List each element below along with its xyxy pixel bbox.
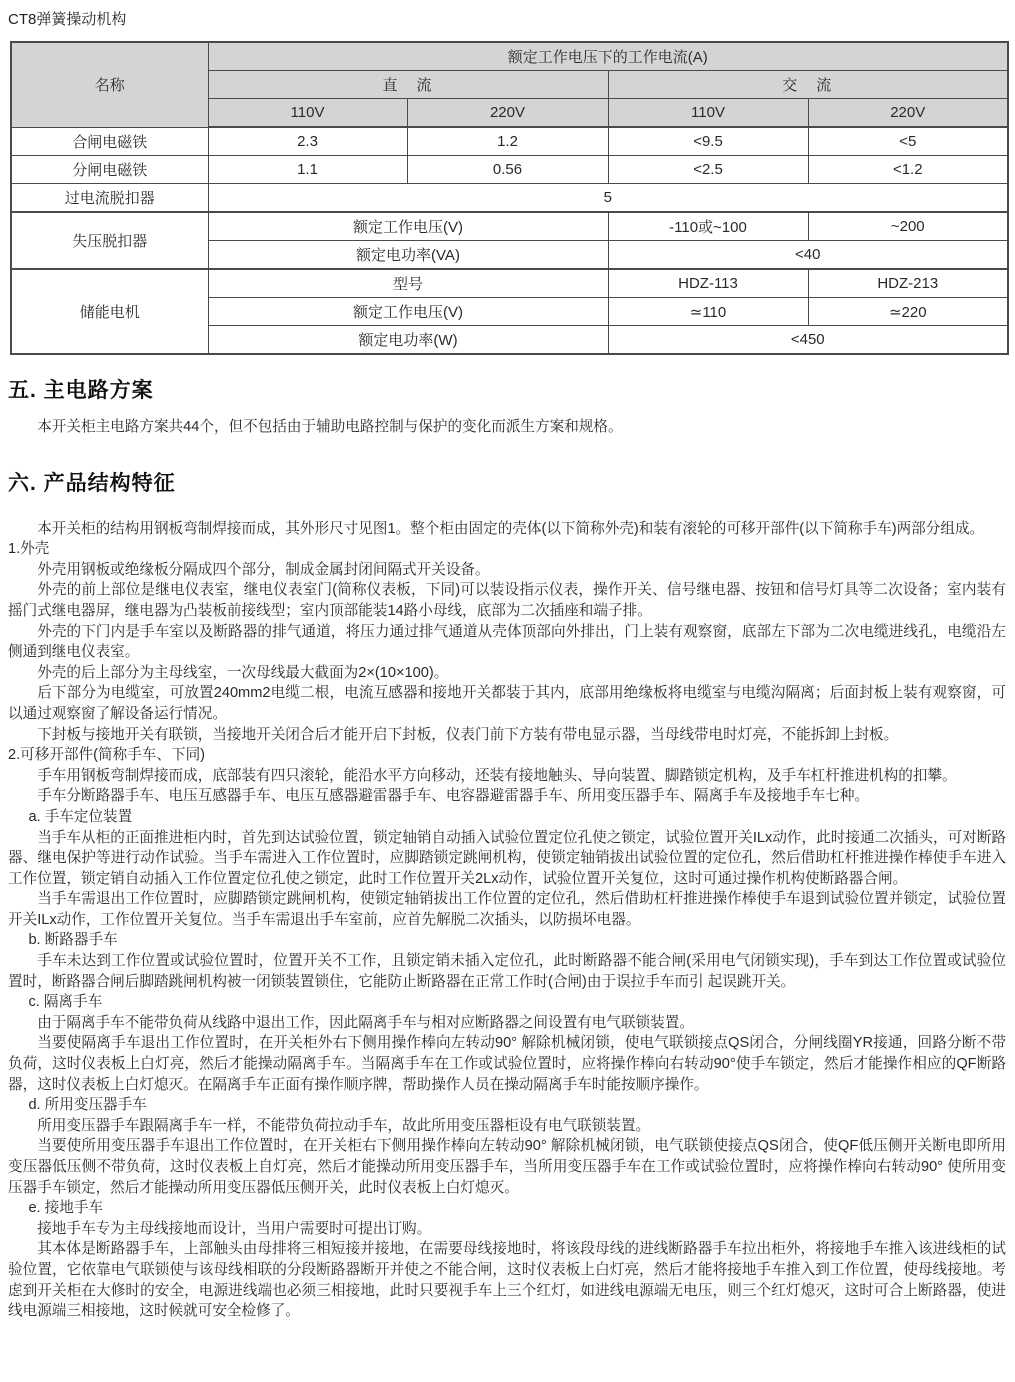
param-label: 额定电功率(VA) bbox=[208, 241, 608, 270]
cell-value: ~200 bbox=[808, 212, 1008, 241]
paragraph: 接地手车专为主母线接地而设计，当用户需要时可提出订购。 bbox=[37, 1220, 432, 1237]
dc-110v-header: 110V bbox=[208, 99, 407, 128]
dc-220v-header: 220V bbox=[407, 99, 608, 128]
ac-110v-header: 110V bbox=[608, 99, 808, 128]
cell-value: HDZ-113 bbox=[608, 269, 808, 298]
paragraph: 下封板与接地开关有联锁，当接地开关闭合后才能开启下封板，仪表门前下方装有带电显示器，当母线带电时灯亮，不能拆卸上封板。 bbox=[37, 726, 899, 743]
cell-value: <2.5 bbox=[608, 156, 808, 184]
paragraph: 本开关柜主电路方案共44个，但不包括由于辅助电路控制与保护的变化而派生方案和规格。 bbox=[37, 419, 623, 435]
table-row bbox=[11, 212, 1008, 241]
param-label: 额定工作电压(V) bbox=[208, 212, 608, 241]
cell-value: 1.1 bbox=[208, 156, 407, 184]
param-label: 额定工作电压(V) bbox=[208, 298, 608, 326]
cell-value: 0.56 bbox=[407, 156, 608, 184]
section-5-heading: 五. 主电路方案 bbox=[8, 379, 154, 402]
spec-table bbox=[10, 41, 1009, 355]
cell-value: 5 bbox=[208, 184, 1008, 213]
paragraph: 所用变压器手车跟隔离手车一样，不能带负荷拉动手车，故此所用变压器柜设有电气联锁装置。 bbox=[37, 1117, 651, 1134]
cell-value: <9.5 bbox=[608, 127, 808, 156]
cell-value: ≃220 bbox=[808, 298, 1008, 326]
paragraph: 2.可移开部件(简称手车、下同) bbox=[8, 747, 206, 764]
paragraph: 本开关柜的结构用钢板弯制焊接而成，其外形尺寸见图1。整个柜由固定的壳体(以下简称外壳)和装有滚轮的可移开部件(以下简称手车)两部分组成。 bbox=[37, 520, 985, 537]
table-row bbox=[11, 127, 1008, 156]
cell-value: 2.3 bbox=[208, 127, 407, 156]
paragraph: 手车用钢板弯制焊接而成，底部装有四只滚轮，能沿水平方向移动，还装有接地触头、导向装置、脚踏锁定机构，及手车杠杆推进机构的扣攀。 bbox=[37, 767, 957, 784]
section-5-body bbox=[8, 417, 1006, 438]
cell-value: -110或~100 bbox=[608, 212, 808, 241]
row-label: 储能电机 bbox=[11, 269, 208, 354]
ac-220v-header: 220V bbox=[808, 99, 1008, 128]
paragraph: 手车未达到工作位置或试验位置时，位置开关不工作，且锁定销未插入定位孔，此时断路器不能合闸(采用电气闭锁实现)，手车到达工作位置或试验位置时，断路器合闸后脚踏跳闸机构被一闭锁装置锁住，它能防止断路器在正常工作时(合闸)由于误拉手车而引 起误跳开关。 bbox=[8, 953, 1006, 990]
header-row-top bbox=[11, 42, 1008, 71]
table-row bbox=[11, 184, 1008, 213]
row-label: 合闸电磁铁 bbox=[11, 127, 208, 156]
dc-group-header: 直 流 bbox=[208, 71, 608, 99]
paragraph: 由于隔离手车不能带负荷从线路中退出工作，因此隔离手车与相对应断路器之间设置有电气联锁装置。 bbox=[37, 1014, 694, 1031]
paragraph: 其本体是断路器手车，上部触头由母排将三相短接并接地，在需要母线接地时，将该段母线的进线断路器手车拉出柜外，将接地手车推入该进线柜的试验位置，它依靠电气联锁使与该母线相联的分段断路器断开并使之不能合闸，这时仪表板上白灯亮，然后才能将接地手车推入到工作位置，使母线接地。考虑到开关柜在大修时的安全，电源进线端也必须三相接地，此时只要视手车上三个红灯，如进线电源端无电压，则三个红灯熄灭，这时可合上断路器，使进线电源端三相接地，这时候就可安全检修了。 bbox=[8, 1241, 1006, 1320]
paragraph: 当手车需退出工作位置时，应脚踏锁定跳闸机构，使锁定轴销拔出工作位置的定位孔，然后借助杠杆推进操作棒使手车退到试验位置并锁定，试验位置开关ILx动作，工作位置开关复位。当手车需退出手车室前，应首先解脱二次插头，以防损坏电器。 bbox=[8, 891, 1006, 928]
paragraph: 当要使所用变压器手车退出工作位置时，在开关柜右下侧用操作棒向左转动90° 解除机械闭锁，电气联锁使接点QS闭合，使QF低压侧开关断电即所用变压器低压侧不带负荷，这时仪表板上自灯亮，然后才能操动所用变压器手车，当所用变压器手车在工作或试验位置时，应将操作棒向右转动90° 使所用变压器手车锁定，然后才能操动所用变压器低压侧开关，此时仪表板上白灯熄灭。 bbox=[8, 1138, 1006, 1196]
paragraph: 当手车从柜的正面推进柜内时，首先到达试验位置，锁定轴销自动插入试验位置定位孔使之锁定，试验位置开关ILx动作，此时接通二次插头，可对断路器、继电保护等进行动作试验。当手车需进入工作位置时，应脚踏锁定跳闸机构，使锁定轴销拔出试验位置的定位孔，然后借助杠杆推进操作棒使手车进入工作位置，锁定销自动插入工作位置定位孔使之锁定，此时工作位置开关2Lx动作，试验位置开关复位，这时可通过操作机构使断路器合闸。 bbox=[8, 829, 1006, 887]
current-header: 额定工作电压下的工作电流(A) bbox=[208, 42, 1008, 71]
row-label: 分闸电磁铁 bbox=[11, 156, 208, 184]
paragraph: 后下部分为电缆室，可放置240mm2电缆二根，电流互感器和接地开关都装于其内，底部用绝缘板将电缆室与电缆沟隔离；后面封板上装有观察窗，可以通过观察窗了解设备运行情况。 bbox=[8, 685, 1006, 722]
row-label: 失压脱扣器 bbox=[11, 212, 208, 269]
row-label: 过电流脱扣器 bbox=[11, 184, 208, 213]
paragraph: 1.外壳 bbox=[8, 541, 50, 558]
paragraph: a. 手车定位装置 bbox=[28, 808, 133, 825]
cell-value: <5 bbox=[808, 127, 1008, 156]
table-row bbox=[11, 269, 1008, 298]
page-title: CT8弹簧操动机构 bbox=[8, 11, 127, 28]
cell-value: <450 bbox=[608, 326, 1008, 355]
section-6-heading: 六. 产品结构特征 bbox=[8, 471, 176, 495]
cell-value: HDZ-213 bbox=[808, 269, 1008, 298]
paragraph: e. 接地手车 bbox=[28, 1200, 104, 1217]
cell-value: 1.2 bbox=[407, 127, 608, 156]
section-6-body bbox=[8, 519, 1006, 1322]
paragraph: 当要使隔离手车退出工作位置时，在开关柜外右下侧用操作棒向左转动90° 解除机械闭锁，使电气联锁接点QS闭合，分闸线圈YR接通，回路分断不带负荷，这时仪表板上白灯亮，然后才能操动隔离手车。当隔离手车在工作或试验位置时，应将操作棒向右转动90°使手车锁定，然后才能操作相应的QF断路器，这时仪表板上白灯熄灭。在隔离手车正面有操作顺序牌，帮助操作人员在操动隔离手车时能按顺序操作。 bbox=[8, 1035, 1006, 1093]
cell-value: <1.2 bbox=[808, 156, 1008, 184]
cell-value: ≃110 bbox=[608, 298, 808, 326]
paragraph: c. 隔离手车 bbox=[28, 994, 103, 1011]
param-label: 型号 bbox=[208, 269, 608, 298]
paragraph: 外壳用钢板或绝缘板分隔成四个部分，制成金属封闭间隔式开关设备。 bbox=[37, 561, 490, 578]
name-column-header: 名称 bbox=[11, 42, 208, 127]
paragraph: d. 所用变压器手车 bbox=[28, 1097, 147, 1114]
paragraph: 手车分断路器手车、电压互感器手车、电压互感器避雷器手车、电容器避雷器手车、所用变压器手车、隔离手车及接地手车七种。 bbox=[37, 788, 870, 805]
paragraph: 外壳的前上部位是继电仪表室，继电仪表室门(简称仪表板，下同)可以装设指示仪表，操作开关、信号继电器、按钮和信号灯具等二次设备；室内装有摇门式继电器屏，继电器为凸装板前接线型；室内顶部能装14路小母线，底部为二次插座和端子排。 bbox=[8, 582, 1006, 619]
ac-group-header: 交 流 bbox=[608, 71, 1008, 99]
param-label: 额定电功率(W) bbox=[208, 326, 608, 355]
cell-value: <40 bbox=[608, 241, 1008, 270]
table-row bbox=[11, 156, 1008, 184]
paragraph: b. 断路器手车 bbox=[28, 932, 118, 949]
paragraph: 外壳的后上部分为主母线室，一次母线最大截面为2×(10×100)。 bbox=[37, 664, 449, 681]
paragraph: 外壳的下门内是手车室以及断路器的排气通道，将压力通过排气通道从壳体顶部向外排出，门上装有观察窗，底部左下部为二次电缆进线孔，电缆沿左侧通到继电仪表室。 bbox=[8, 623, 1006, 661]
